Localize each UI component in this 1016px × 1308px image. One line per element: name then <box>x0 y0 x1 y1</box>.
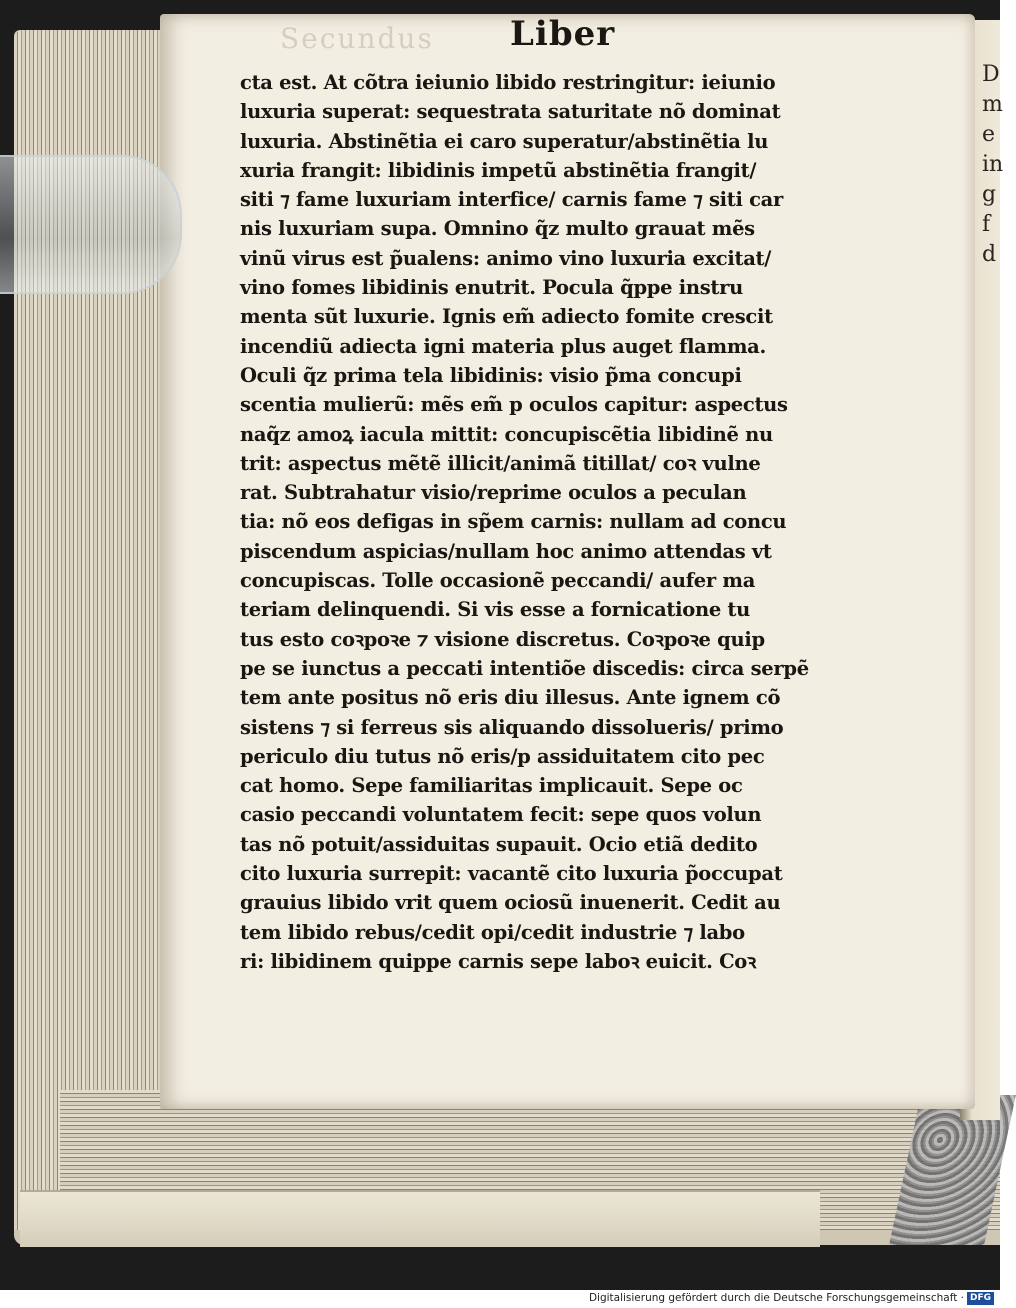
text-line: sistens ⁊ si ferreus sis aliquando dissolueris/ primo <box>240 715 784 739</box>
text-line: vino fomes libidinis enutrit. Pocula q̃ppe instru <box>240 276 743 300</box>
text-line: naq̃z amoꝝ iacula mittit: concupiscẽtia libidinẽ nu <box>240 422 773 446</box>
bleed-through-text: Secundus <box>280 22 434 55</box>
text-line: scentia mulierũ: mẽs em̃ p oculos capitur: aspectus <box>240 393 788 417</box>
running-header: Liber <box>510 14 616 54</box>
text-line: nis luxuriam supa. Omnino q̃z multo grauat mẽs <box>240 217 755 241</box>
text-line: incendiũ adiecta igni materia plus auget flamma. <box>240 334 767 358</box>
text-line: siti ⁊ fame luxuriam interfice/ carnis fame ⁊ siti car <box>240 188 783 212</box>
text-line: vinũ virus est p̃ualens: animo vino luxuria excitat/ <box>240 246 772 270</box>
dfg-logo: DFG <box>967 1292 994 1305</box>
text-line: Oculi q̃z prima tela libidinis: visio p̃ma concupi <box>240 363 742 387</box>
glass-clamp <box>0 155 182 294</box>
text-line: menta sũt luxurie. Ignis em̃ adiecto fomite crescit <box>240 305 773 329</box>
text-line: tem libido rebus/cedit opi/cedit industrie ⁊ labo <box>240 920 745 944</box>
footer-bar <box>0 1290 1000 1308</box>
text-line: piscendum aspicias/nullam hoc animo attendas vt <box>240 539 772 563</box>
text-line: pe se iunctus a peccati intentiõe discedis: circa serpẽ <box>240 656 809 680</box>
text-line: rat. Subtrahatur visio/reprime oculos a peculan <box>240 481 747 505</box>
text-line: luxuria superat: sequestrata saturitate nõ dominat <box>240 100 781 124</box>
text-line: luxuria. Abstinẽtia ei caro superatur/abstinẽtia lu <box>240 129 769 153</box>
text-line: trit: aspectus mẽtẽ illicit/animã titillat/ coꝛ vulne <box>240 451 761 475</box>
text-line: ri: libidinem quippe carnis sepe laboꝛ euicit. Coꝛ <box>240 949 756 973</box>
text-line: tia: nõ eos defigas in sp̃em carnis: nullam ad concu <box>240 510 787 534</box>
text-line: tas nõ potuit/assiduitas supauit. Ocio etiã dedito <box>240 832 758 856</box>
facing-page-text: D m e in g f d <box>982 62 1004 267</box>
text-line: cta est. At cõtra ieiunio libido restringitur: ieiunio <box>240 71 776 94</box>
funding-credit: Digitalisierung gefördert durch die Deutsche Forschungsgemeinschaft · <box>588 1292 964 1304</box>
text-line: casio peccandi voluntatem fecit: sepe quos volun <box>240 803 762 827</box>
text-line: cito luxuria surrepit: vacantẽ cito luxuria p̃occupat <box>240 862 783 886</box>
text-line: teriam delinquendi. Si vis esse a fornicatione tu <box>240 598 751 622</box>
text-line: grauius libido vrit quem ociosũ inuenerit. Cedit au <box>240 891 781 915</box>
book-cover-board <box>20 1190 820 1247</box>
text-line: tus esto coꝛpoꝛe ⁊ visione discretus. Coꝛpoꝛe quip <box>240 627 765 651</box>
text-line: concupiscas. Tolle occasionẽ peccandi/ aufer ma <box>240 569 756 593</box>
text-line: tem ante positus nõ eris diu illesus. Ante ignem cõ <box>240 686 781 710</box>
text-line: periculo diu tutus nõ eris/p assiduitatem cito pec <box>240 744 765 768</box>
page-body-text <box>240 68 852 976</box>
text-line: cat homo. Sepe familiaritas implicauit. Sepe oc <box>240 774 743 798</box>
text-line: xuria frangit: libidinis impetũ abstinẽtia frangit/ <box>240 158 757 182</box>
